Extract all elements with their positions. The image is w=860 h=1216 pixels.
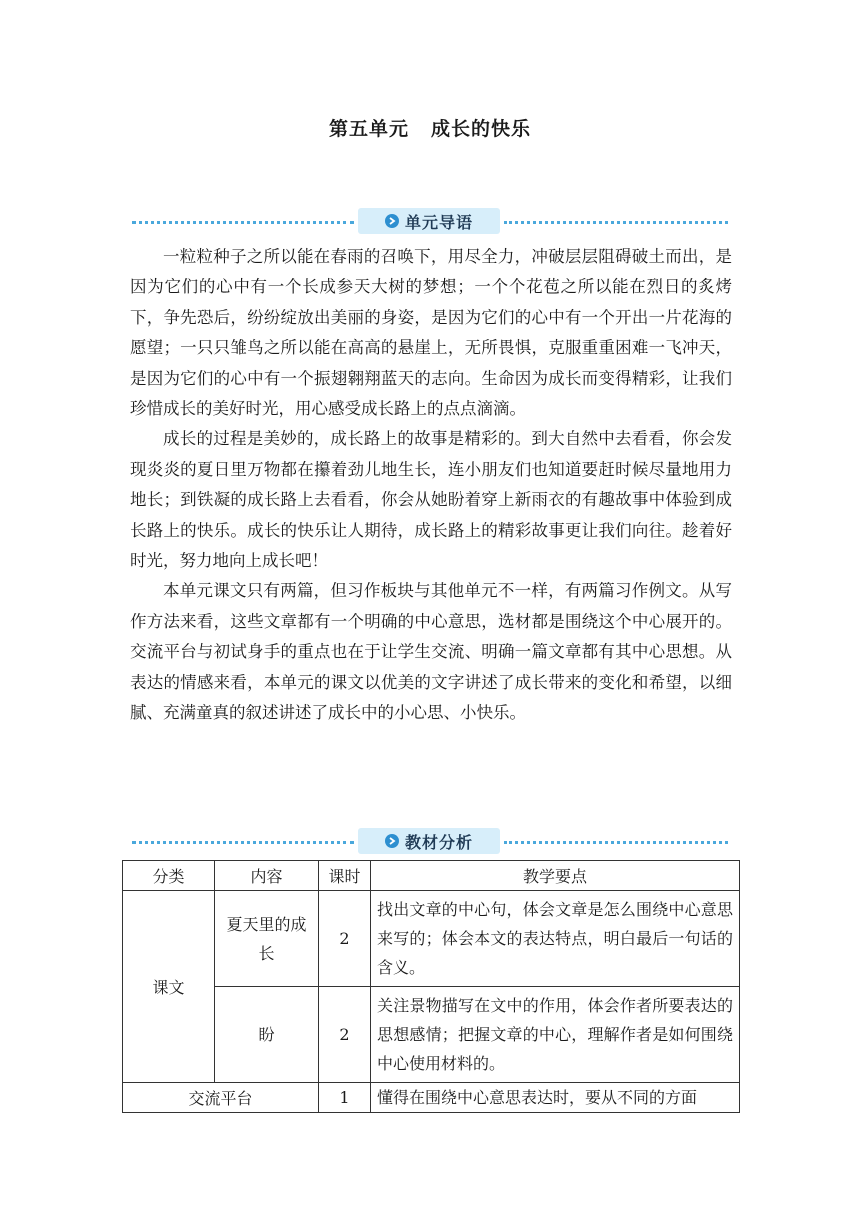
analysis-table [122, 860, 740, 1113]
column-header: 课时 [319, 861, 371, 891]
section-tab-guide [358, 208, 500, 234]
table-header-row [123, 861, 740, 891]
section-title-guide: 单元导语 [404, 212, 473, 232]
points-cell: 找出文章的中心句，体会文章是怎么围绕中心意思来写的；体会本文的表达特点，明白最后一句话的含义。 [371, 891, 740, 987]
table-row [123, 891, 740, 987]
points-cell: 懂得在围绕中心意思表达时，要从不同的方面 [371, 1083, 740, 1113]
hours-cell: 2 [319, 891, 371, 987]
guide-paragraph: 成长的过程是美妙的，成长路上的故事是精彩的。到大自然中去看看，你会发现炎炎的夏日里万物都在攥着劲儿地生长，连小朋友们也知道要赶时候尽量地用力地长；到铁凝的成长路上去看看，你会从她盼着穿上新雨衣的有趣故事中体验到成长路上的快乐。成长的快乐让人期待，成长路上的精彩故事更让我们向往。趁着好时光，努力地向上成长吧！ [130, 429, 732, 571]
section-title-analysis: 教材分析 [404, 832, 473, 852]
guide-paragraph: 一粒粒种子之所以能在春雨的召唤下，用尽全力，冲破层层阻碍破土而出，是因为它们的心中有一个长成参天大树的梦想；一个个花苞之所以能在烈日的炙烤下，争先恐后，纷纷绽放出美丽的身姿，是因为它们的心中有一个开出一片花海的愿望；一只只雏鸟之所以能在高高的悬崖上，无所畏惧，克服重重困难一飞冲天，是因为它们的心中有一个振翅翱翔蓝天的志向。生命因为成长而变得精彩，让我们珍惜成长的美好时光，用心感受成长路上的点点滴滴。 [130, 247, 732, 419]
unit-theme: 成长的快乐 [431, 118, 532, 140]
arrow-right-icon [385, 834, 399, 848]
page-title [0, 114, 860, 141]
points-cell: 关注景物描写在文中的作用，体会作者所要表达的思想感情；把握文章的中心，理解作者是如何围绕中心使用材料的。 [371, 987, 740, 1083]
category-cell: 交流平台 [123, 1083, 319, 1113]
content-cell: 盼 [215, 987, 319, 1083]
guide-paragraph: 本单元课文只有两篇，但习作板块与其他单元不一样，有两篇习作例文。从写作方法来看，这些文章都有一个明确的中心意思，选材都是围绕这个中心展开的。交流平台与初试身手的重点也在于让学生交流、明确一篇文章都有其中心思想。从表达的情感来看，本单元的课文以优美的文字讲述了成长带来的变化和希望，以细腻、充满童真的叙述讲述了成长中的小心思、小快乐。 [130, 581, 732, 723]
column-header: 分类 [123, 861, 215, 891]
unit-number: 第五单元 [328, 118, 409, 140]
section-banner-analysis [132, 828, 728, 856]
column-header: 内容 [215, 861, 319, 891]
hours-cell: 2 [319, 987, 371, 1083]
content-cell: 夏天里的成长 [215, 891, 319, 987]
section-tab-analysis [358, 828, 500, 854]
dotted-divider [132, 841, 354, 844]
arrow-right-icon [385, 214, 399, 228]
table-row [123, 987, 740, 1083]
section-banner-guide [132, 208, 728, 236]
hours-cell: 1 [319, 1083, 371, 1113]
dotted-divider [504, 841, 728, 844]
dotted-divider [132, 221, 354, 224]
dotted-divider [504, 221, 728, 224]
category-cell: 课文 [123, 891, 215, 1083]
table-row [123, 1083, 740, 1113]
column-header: 教学要点 [371, 861, 740, 891]
unit-guide-text [130, 242, 732, 729]
